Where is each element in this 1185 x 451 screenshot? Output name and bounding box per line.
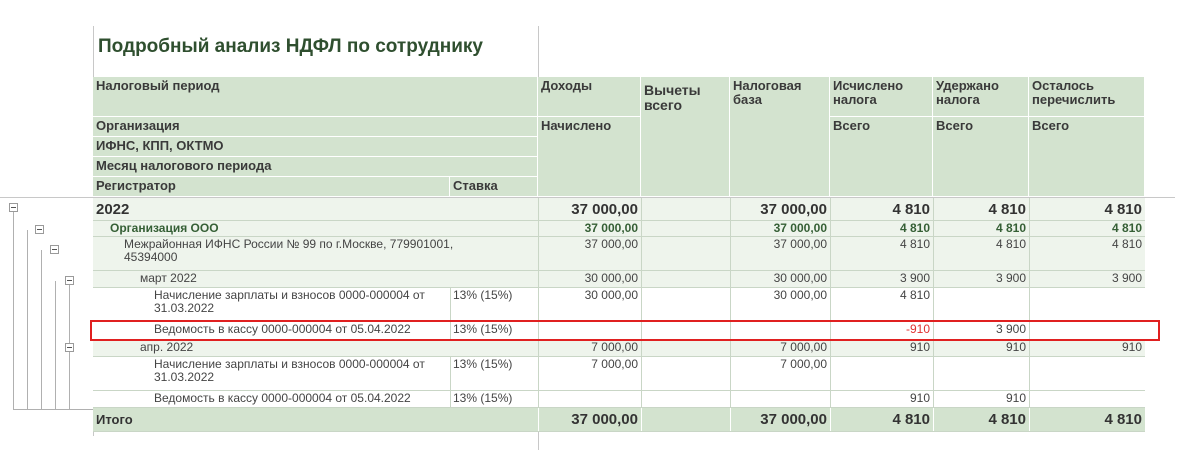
divider — [933, 221, 934, 236]
divider — [830, 198, 831, 220]
divider — [933, 357, 934, 390]
divider — [830, 408, 831, 431]
divider — [641, 357, 642, 390]
base-value: 30 000,00 — [773, 288, 827, 302]
base-value: 30 000,00 — [773, 271, 827, 285]
remaining-value: 3 900 — [1111, 271, 1142, 285]
calc-value: 910 — [909, 340, 930, 354]
table-row[interactable] — [93, 322, 1145, 340]
collapse-icon-org[interactable] — [35, 225, 44, 234]
col-tax-base[interactable] — [730, 77, 830, 197]
divider — [933, 322, 934, 339]
income-value: 37 000,00 — [571, 201, 638, 218]
row-label: 2022 — [96, 201, 130, 218]
divider — [1029, 391, 1030, 407]
divider — [933, 340, 934, 356]
table-row[interactable] — [93, 198, 1145, 221]
col-income[interactable] — [538, 77, 641, 117]
remaining-value: 4 810 — [1104, 201, 1142, 218]
col-remaining-label: Осталось перечислить — [1032, 78, 1116, 107]
col-org-label: Организация — [96, 118, 180, 133]
rate-value: 13% (15%) — [453, 391, 513, 405]
calc-value: 4 810 — [899, 237, 930, 251]
withheld-value: 4 810 — [995, 237, 1026, 251]
base-value: 37 000,00 — [773, 237, 827, 251]
divider — [730, 408, 731, 431]
deductions-value — [641, 322, 730, 324]
divider — [1029, 237, 1030, 270]
col-income-sub-label: Начислено — [541, 118, 612, 133]
income-value: 37 000,00 — [584, 221, 638, 235]
withheld-value: 3 900 — [995, 322, 1026, 336]
base-value — [730, 322, 830, 324]
divider — [641, 237, 642, 270]
divider — [450, 288, 451, 321]
base-value: 37 000,00 — [760, 201, 827, 218]
divider — [538, 198, 539, 220]
base-value: 37 000,00 — [773, 221, 827, 235]
divider — [730, 322, 731, 339]
divider — [538, 408, 539, 431]
row-label: Начисление зарплаты и взносов 0000-000004 от 31.03.2022 — [154, 357, 425, 384]
calc-value-negative: -910 — [905, 322, 930, 336]
col-org[interactable] — [93, 117, 538, 137]
tree-line-2 — [27, 230, 28, 410]
divider — [730, 271, 731, 287]
divider — [1029, 357, 1030, 390]
divider — [830, 340, 831, 356]
divider — [1029, 322, 1030, 339]
deductions-value — [641, 391, 730, 393]
divider — [730, 357, 731, 390]
calc-value: 4 810 — [899, 288, 930, 302]
base-value: 7 000,00 — [780, 357, 827, 371]
divider — [1029, 271, 1030, 287]
income-value: 37 000,00 — [584, 237, 638, 251]
calc-value — [830, 357, 933, 359]
remaining-value — [1029, 391, 1145, 393]
remaining-value: 910 — [1121, 340, 1142, 354]
deductions-value — [641, 357, 730, 359]
row-label: Организация ООО — [110, 221, 219, 235]
deductions-value — [641, 271, 730, 273]
withheld-value: 4 810 — [988, 201, 1026, 218]
total-base: 37 000,00 — [760, 411, 827, 428]
tree-line-1 — [13, 212, 14, 410]
deductions-value — [641, 221, 730, 223]
col-calculated-label: Исчислено налога — [833, 78, 904, 107]
divider — [933, 288, 934, 321]
divider — [933, 198, 934, 220]
collapse-icon-april[interactable] — [65, 343, 74, 352]
col-remaining-sub-label: Всего — [1032, 118, 1070, 133]
divider — [830, 221, 831, 236]
col-ifns[interactable] — [93, 137, 538, 157]
income-value: 30 000,00 — [584, 271, 638, 285]
table-row[interactable] — [93, 340, 1145, 357]
total-label: Итого — [96, 412, 133, 427]
withheld-value: 910 — [1005, 340, 1026, 354]
divider — [538, 391, 539, 407]
withheld-value — [933, 288, 1029, 290]
divider — [641, 288, 642, 321]
divider — [730, 237, 731, 270]
withheld-value: 3 900 — [995, 271, 1026, 285]
total-remaining: 4 810 — [1104, 411, 1142, 428]
divider — [538, 340, 539, 356]
col-calculated[interactable] — [830, 77, 933, 117]
divider — [641, 391, 642, 407]
income-value: 7 000,00 — [591, 340, 638, 354]
divider — [1029, 198, 1030, 220]
income-value: 7 000,00 — [591, 357, 638, 371]
total-calc: 4 810 — [892, 411, 930, 428]
divider — [641, 221, 642, 236]
divider — [830, 271, 831, 287]
base-value — [730, 391, 830, 393]
total-deductions — [641, 408, 730, 412]
total-row[interactable] — [93, 408, 1145, 432]
report-title: Подробный анализ НДФЛ по сотруднику — [98, 36, 483, 57]
deductions-value — [641, 237, 730, 239]
divider — [830, 357, 831, 390]
calc-value: 910 — [909, 391, 930, 405]
col-period-label: Налоговый период — [96, 78, 220, 93]
col-remaining-sub[interactable] — [1029, 117, 1145, 197]
divider — [830, 288, 831, 321]
rate-value: 13% (15%) — [453, 288, 513, 302]
total-income: 37 000,00 — [571, 411, 638, 428]
row-label: март 2022 — [140, 271, 197, 285]
divider — [730, 288, 731, 321]
divider — [450, 391, 451, 407]
row-label: Ведомость в кассу 0000-000004 от 05.04.2022 — [154, 322, 411, 336]
col-remaining[interactable] — [1029, 77, 1145, 117]
collapse-icon-year[interactable] — [9, 203, 18, 212]
tree-line-4 — [55, 281, 56, 410]
table-row[interactable] — [93, 357, 1145, 391]
divider — [1029, 221, 1030, 236]
total-withheld: 4 810 — [988, 411, 1026, 428]
divider — [730, 198, 731, 220]
collapse-icon-ifns[interactable] — [50, 245, 59, 254]
divider — [538, 237, 539, 270]
col-income-label: Доходы — [541, 78, 593, 93]
divider — [641, 408, 642, 431]
col-withheld[interactable] — [933, 77, 1029, 117]
col-calculated-sub-label: Всего — [833, 118, 871, 133]
deductions-value — [641, 288, 730, 290]
tree-line-bottom — [13, 409, 93, 410]
row-label: апр. 2022 — [140, 340, 194, 354]
divider — [538, 221, 539, 236]
col-rate[interactable] — [450, 177, 538, 197]
divider — [1029, 340, 1030, 356]
remaining-value: 4 810 — [1111, 221, 1142, 235]
table-row[interactable] — [93, 391, 1145, 408]
divider — [538, 357, 539, 390]
divider — [1029, 408, 1030, 431]
deductions-value — [641, 198, 730, 202]
rate-value: 13% (15%) — [453, 322, 513, 336]
divider — [933, 271, 934, 287]
divider — [538, 322, 539, 339]
divider — [830, 237, 831, 270]
divider — [450, 357, 451, 390]
row-label: Ведомость в кассу 0000-000004 от 05.04.2022 — [154, 391, 411, 405]
divider — [1029, 288, 1030, 321]
collapse-icon-march[interactable] — [65, 276, 74, 285]
calc-value: 4 810 — [892, 201, 930, 218]
divider — [830, 322, 831, 339]
col-tax-base-label: Налоговая база — [733, 78, 802, 107]
base-value: 7 000,00 — [780, 340, 827, 354]
remaining-value — [1029, 288, 1145, 290]
divider — [641, 271, 642, 287]
col-month-label: Месяц налогового периода — [96, 158, 272, 173]
col-registrar[interactable] — [93, 177, 450, 197]
income-value — [538, 322, 641, 324]
remaining-value — [1029, 357, 1145, 359]
col-income-sub[interactable] — [538, 117, 641, 197]
income-value — [538, 391, 641, 393]
calc-value: 3 900 — [899, 271, 930, 285]
withheld-value: 910 — [1005, 391, 1026, 405]
col-withheld-sub[interactable] — [933, 117, 1029, 197]
divider — [933, 391, 934, 407]
col-deductions-label: Вычеты всего — [644, 82, 701, 113]
row-label: Межрайонная ИФНС России № 99 по г.Москве, 779901001, 45394000 — [124, 237, 454, 264]
divider — [538, 271, 539, 287]
divider — [641, 340, 642, 356]
calc-value: 4 810 — [899, 221, 930, 235]
divider — [730, 340, 731, 356]
divider — [933, 237, 934, 270]
table-row[interactable] — [93, 288, 1145, 322]
divider — [830, 391, 831, 407]
withheld-value: 4 810 — [995, 221, 1026, 235]
col-rate-label: Ставка — [453, 178, 498, 193]
col-withheld-label: Удержано налога — [936, 78, 999, 107]
col-registrar-label: Регистратор — [96, 178, 176, 193]
deductions-value — [641, 340, 730, 342]
divider — [450, 322, 451, 339]
tree-line-3 — [41, 250, 42, 410]
income-value: 30 000,00 — [584, 288, 638, 302]
divider — [641, 198, 642, 220]
remaining-value: 4 810 — [1111, 237, 1142, 251]
table-row[interactable] — [93, 221, 1145, 237]
rate-value: 13% (15%) — [453, 357, 513, 371]
table-row[interactable] — [93, 271, 1145, 288]
divider — [730, 221, 731, 236]
col-ifns-label: ИФНС, КПП, ОКТМО — [96, 138, 224, 153]
table-row[interactable] — [93, 237, 1145, 271]
withheld-value — [933, 357, 1029, 359]
col-period[interactable] — [93, 77, 538, 117]
divider — [641, 322, 642, 339]
divider — [730, 391, 731, 407]
remaining-value — [1029, 322, 1145, 324]
col-deductions[interactable] — [641, 77, 730, 197]
col-withheld-sub-label: Всего — [936, 118, 974, 133]
divider — [933, 408, 934, 431]
col-calculated-sub[interactable] — [830, 117, 933, 197]
row-label: Начисление зарплаты и взносов 0000-000004 от 31.03.2022 — [154, 288, 425, 315]
col-month[interactable] — [93, 157, 538, 177]
divider — [538, 288, 539, 321]
